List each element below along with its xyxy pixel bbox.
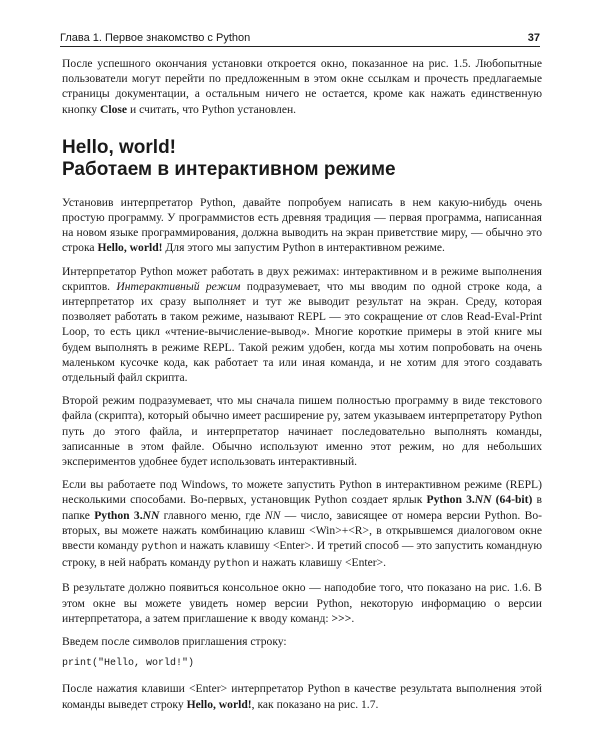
text-run: Python 3. <box>94 508 143 522</box>
interactive-mode-term: Интерактивный режим <box>116 279 241 293</box>
text-run: , как показано на рис. 1.7. <box>251 697 379 711</box>
paragraph-enter-line: Введем после символов приглашения строку: <box>62 635 287 649</box>
paragraph-script-mode: Второй режим подразумевает, что мы сначала пишем полностью программу в виде текстового файла (скрипта), который обычно имеет расширение py, затем указываем интерпретатору Python путь до этого файла, и интерпретатор начинает последовательно выполнять команды, записанные в этом файле. Обычно используют именно этот режим, но для небольших экспериментов удобнее будет использовать интерактивный. <box>62 394 542 469</box>
command-python: python <box>213 559 250 571</box>
hello-world-bold: Hello, world! <box>186 697 252 711</box>
paragraph-windows-launch <box>62 477 542 572</box>
text-run: Интерпретатор Python может работать в двух режимах: интерактивном и в режиме выполнения скриптов. <box>62 264 542 293</box>
text-run: (64-bit) <box>491 493 533 507</box>
text-run: в папке <box>62 493 542 522</box>
paragraph-repl <box>62 264 542 386</box>
text-run: Если вы работаете под Windows, то можете запустить Python в интерактивном режиме (REPL) несколькими способами. Во-первых, установщик Python создает ярлык <box>62 478 542 507</box>
version-placeholder: NN <box>264 508 281 522</box>
code-sample: print("Hello, world!") <box>62 658 195 670</box>
text-run: и считать, что Python установлен. <box>127 102 297 116</box>
hello-world-bold: Hello, world! <box>97 241 163 255</box>
text-run: . <box>351 611 355 625</box>
chapter-title: Глава 1. Первое знакомство с Python <box>60 32 251 44</box>
text-run: и нажать клавишу <Enter>. И третий способ — это запустить командную строку, в ней набрать команду <box>62 539 543 570</box>
version-placeholder: NN <box>142 508 160 522</box>
text-run: и нажать клавишу <Enter>. <box>249 556 387 570</box>
text-run: Установив интерпретатор Python, давайте попробуем написать в нем какую-нибудь очень простую программу. У программистов есть древняя традиция — первая программа, написанная на новом языке программирования, должна выводить на экран приветствие миру, — обычно это строка <box>62 195 542 255</box>
text-run: После успешного окончания установки откроется окно, показанное на рис. 1.5. Любопытные пользователи могут перейти по предложенным в этом окне ссылкам и прочесть предлагаемые страницы документации, а остальным ничего не остается, кроме как нажать единственную кнопку <box>62 57 542 116</box>
text-run: Python 3. <box>426 493 475 507</box>
heading-line-1: Hello, world! <box>62 136 176 158</box>
text-run: подразумевает, что мы вводим по одной строке кода, а интерпретатор их сразу выполняет и тут же выводит результат на экран. Среду, которая позволяет работать в таком режиме, называют REPL — это сокращение от слов Read-Eval-Print Loop, то есть цикл «чтение-вычисление-вывод». Многие короткие примеры в этой книге мы будем выполнять в режиме REPL. Такой режим удобен, когда мы хотим попробовать на очень маленьком кусочке кода, как работает та или иная команда, и не хотим для этого создавать отдельный файл скрипта. <box>62 279 542 385</box>
repl-prompt: >>> <box>331 611 352 625</box>
paragraph-hello-intro <box>62 195 542 256</box>
heading-line-2: Работаем в интерактивном режиме <box>62 158 396 180</box>
version-placeholder: NN <box>474 493 492 507</box>
paragraph-console-window <box>62 580 542 626</box>
text-run: В результате должно появиться консольное окно — наподобие того, что показано на рис. 1.6. В этом окне вы можете увидеть номер версии Python, некоторую информацию о версии интерпретатора, а затем приглашение к вводу команд: <box>62 581 542 625</box>
folder-name <box>94 509 159 522</box>
text-run: — число, зависящее от номера версии Python. Во-вторых, вы можете нажать комбинацию клавиш <Win>+<R>, в открывшемся диалоговом окне ввести команду <box>62 508 542 553</box>
section-heading <box>62 137 542 181</box>
text-run: главного меню, где <box>159 508 265 522</box>
page-number: 37 <box>527 32 540 44</box>
page-body <box>62 56 542 720</box>
close-button-ref: Close <box>100 102 128 116</box>
command-python: python <box>141 542 178 554</box>
shortcut-name <box>426 493 532 506</box>
paragraph-result <box>62 681 542 711</box>
text-run: После нажатия клавиши <Enter> интерпретатор Python в качестве результата выполнения этой команды выведет строку <box>62 682 542 711</box>
text-run: Для этого мы запустим Python в интерактивном режиме. <box>162 241 445 255</box>
running-header <box>60 28 540 47</box>
paragraph-install-finish <box>62 56 542 117</box>
